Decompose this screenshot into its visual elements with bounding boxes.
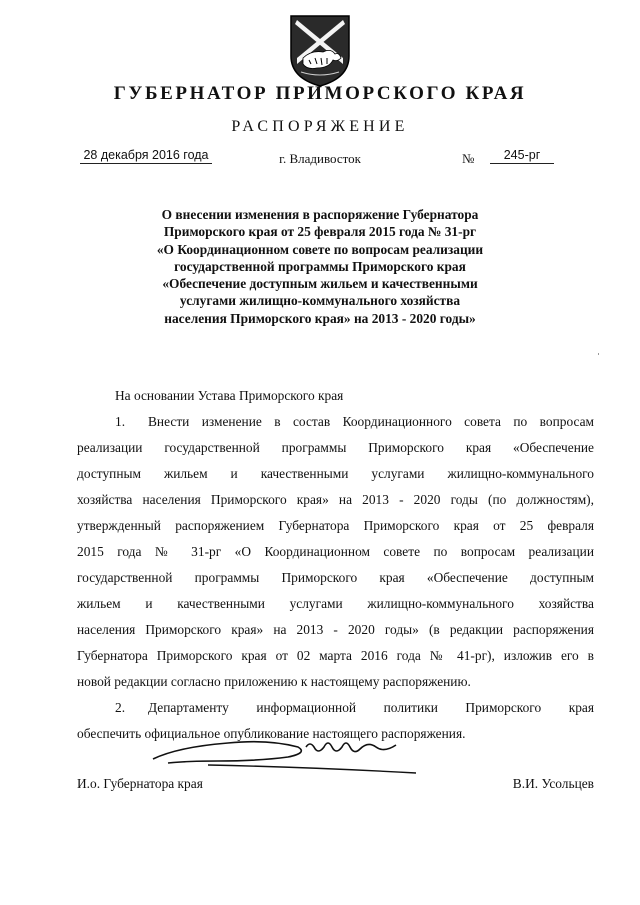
authority-title: ГУБЕРНАТОР ПРИМОРСКОГО КРАЯ (113, 83, 527, 104)
number-label: № (462, 151, 475, 166)
item-1-line: жильем и качественными услугами жилищно-коммунального хозяйства (77, 596, 594, 611)
item-1-line: реализации государственной программы Приморского края «Обеспечение (77, 440, 594, 455)
item-2-number: 2. (115, 700, 126, 715)
signatory-name: В.И. Усольцев (512, 776, 594, 791)
city-name: г. Владивосток (279, 151, 361, 166)
title-line: Приморского края от 25 февраля 2015 года № 31-рг (163, 224, 477, 240)
title-line: «О Координационном совете по вопросам реализации (156, 241, 484, 257)
basis-paragraph: На основании Устава Приморского края (115, 388, 344, 403)
title-line: О внесении изменения в распоряжение Губернатора (161, 207, 479, 222)
title-line: государственной программы Приморского края (174, 258, 466, 274)
item-1-line: 2015 года № 31-рг «О Координационном совете по вопросам реализации (77, 544, 594, 559)
scan-speck (598, 353, 599, 355)
document-title (120, 206, 520, 327)
document-body (77, 383, 594, 747)
item-1-line: Внести изменение в состав Координационного совета по вопросам (148, 414, 594, 429)
item-2-line: обеспечить официальное опубликование настоящего распоряжения. (77, 726, 466, 741)
item-2-first-line (77, 695, 594, 721)
item-2-line: Департаменту информационной политики Приморского края (148, 700, 594, 715)
title-line: «Обеспечение доступным жильем и качественными (162, 276, 478, 292)
signatory-position: И.о. Губернатора края (77, 776, 203, 791)
item-1-line: Губернатора Приморского края от 02 марта 2016 года № 41-рг), изложив его в (77, 648, 594, 663)
document-number: 245-рг (490, 148, 554, 164)
document-type: РАСПОРЯЖЕНИЕ (231, 118, 409, 135)
item-1-first-line (77, 409, 594, 435)
title-line: населения Приморского края» на 2013 - 2020 годы» (164, 310, 476, 326)
primorsky-coat-of-arms-tiger-icon (287, 12, 353, 88)
item-1-line: государственной программы Приморского края «Обеспечение доступным (77, 570, 594, 585)
item-1-line: населения Приморского края» на 2013 - 2020 годы» (в редакции распоряжения (77, 622, 594, 637)
item-1-line: доступным жильем и качественными услугами жилищно-коммунального (77, 466, 594, 481)
document-date: 28 декабря 2016 года (80, 148, 212, 164)
item-1-line: новой редакции согласно приложению к настоящему распоряжению. (77, 674, 471, 689)
title-line: услугами жилищно-коммунального хозяйства (179, 293, 461, 309)
item-1-number: 1. (115, 414, 126, 429)
item-1-line: хозяйства населения Приморского края» на 2013 - 2020 годы (по должностям), (77, 492, 594, 507)
item-1-line: утвержденный распоряжением Губернатора Приморского края от 25 февраля (77, 518, 594, 533)
